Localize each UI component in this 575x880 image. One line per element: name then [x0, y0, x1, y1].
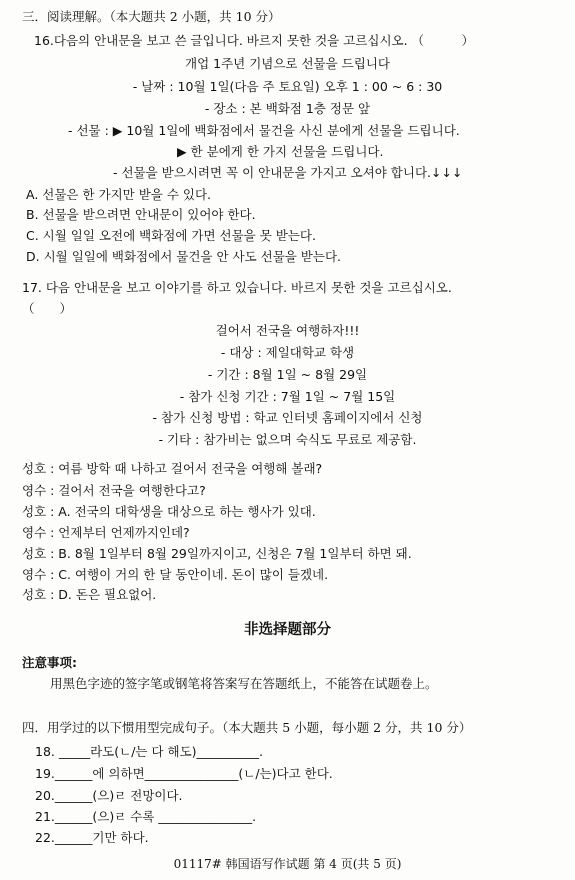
q17-notice-line: - 참가 신청 기간 : 7월 1일 ~ 7월 15일: [179, 389, 396, 404]
fill-blank-item: 20.______(으)ㄹ 전망이다.: [35, 788, 183, 803]
q16-notice-line: ▶ 한 분에게 한 가지 선물을 드립니다.: [177, 144, 384, 159]
section4-header: 四．用学过的以下惯用型完成句子。（本大题共 5 小题，每小题 2 分，共 10 分）: [22, 720, 472, 735]
q17-stem: 17. 다음 안내문을 보고 이야기를 하고 있습니다. 바르지 못한 것을 고르십시오.: [22, 280, 452, 295]
q16-notice-line: 개업 1주년 기념으로 선물을 드립니다: [185, 56, 390, 71]
dialogue-line: 성호 : A. 전국의 대학생을 대상으로 하는 행사가 있대.: [22, 504, 316, 519]
q17-answer-paren: （ ）: [22, 301, 73, 316]
page-footer: 01117# 韩国语写作试题 第 4 页(共 5 页): [173, 857, 402, 871]
notice-text: 用黑色字迹的签字笔或钢笔将答案写在答题纸上，不能答在试题卷上。: [50, 676, 438, 691]
q17-notice-line: - 기타 : 참가비는 없으며 숙식도 무료로 제공함.: [158, 432, 417, 447]
dialogue-line: 영수 : C. 여행이 거의 한 달 동안이네. 돈이 많이 들겠네.: [22, 567, 329, 582]
dialogue-line: 성호 : 여름 방학 때 나하고 걸어서 전국을 여행해 볼래?: [22, 461, 323, 476]
q17-notice-line: - 참가 신청 방법 : 학교 인터넷 홈페이지에서 신청: [152, 410, 423, 425]
q16-option-b: B. 선물을 받으려면 안내문이 있어야 한다.: [26, 207, 256, 222]
notice-label: 注意事项:: [22, 655, 77, 670]
q16-notice-line: - 날짜 : 10월 1일(다음 주 토요일) 오후 1 : 00 ~ 6 : 30: [132, 79, 443, 94]
dialogue-line: 영수 : 언제부터 언제까지인데?: [22, 525, 190, 540]
nonchoice-title: 非选择题部分: [244, 622, 331, 638]
fill-blank-item: 21.______(으)ㄹ 수록 _______________.: [35, 809, 257, 824]
q16-notice-line: - 선물을 받으시려면 꼭 이 안내문을 가지고 오셔야 합니다.↓↓↓: [113, 165, 463, 180]
q16-notice-line: - 선물 : ▶ 10월 1일에 백화점에서 물건을 사신 분에게 선물을 드립니다.: [68, 123, 460, 138]
fill-blank-item: 19.______에 의하면_______________(ㄴ/는)다고 한다.: [35, 766, 333, 781]
q16-option-c: C. 시월 일일 오전에 백화점에 가면 선물을 못 받는다.: [26, 228, 316, 243]
q17-notice-line: 걸어서 전국을 여행하자!!!: [215, 323, 360, 338]
section3-header: 三．阅读理解。（本大题共 2 小题，共 10 分）: [22, 9, 281, 24]
q16-option-d: D. 시월 일일에 백화점에서 물건을 안 사도 선물을 받는다.: [26, 249, 342, 264]
fill-blank-item: 18. _____라도(ㄴ/는 다 해도)__________.: [35, 744, 264, 759]
q17-notice-line: - 대상 : 제일대학교 학생: [220, 345, 355, 360]
q16-option-a: A. 선물은 한 가지만 받을 수 있다.: [26, 187, 212, 202]
dialogue-line: 성호 : D. 돈은 필요없어.: [22, 587, 157, 602]
dialogue-line: 영수 : 걸어서 전국을 여행한다고?: [22, 483, 206, 498]
q17-notice-line: - 기간 : 8월 1일 ~ 8월 29일: [207, 367, 368, 382]
q16-notice-line: - 장소 : 본 백화점 1층 정문 앞: [204, 101, 371, 116]
dialogue-line: 성호 : B. 8월 1일부터 8월 29일까지이고, 신청은 7월 1일부터 하면 돼.: [22, 546, 412, 561]
q16-stem: 16.다음의 안내문을 보고 쓴 글입니다. 바르지 못한 것을 고르십시오. （ ）: [34, 33, 475, 48]
fill-blank-item: 22.______기만 하다.: [35, 830, 149, 845]
